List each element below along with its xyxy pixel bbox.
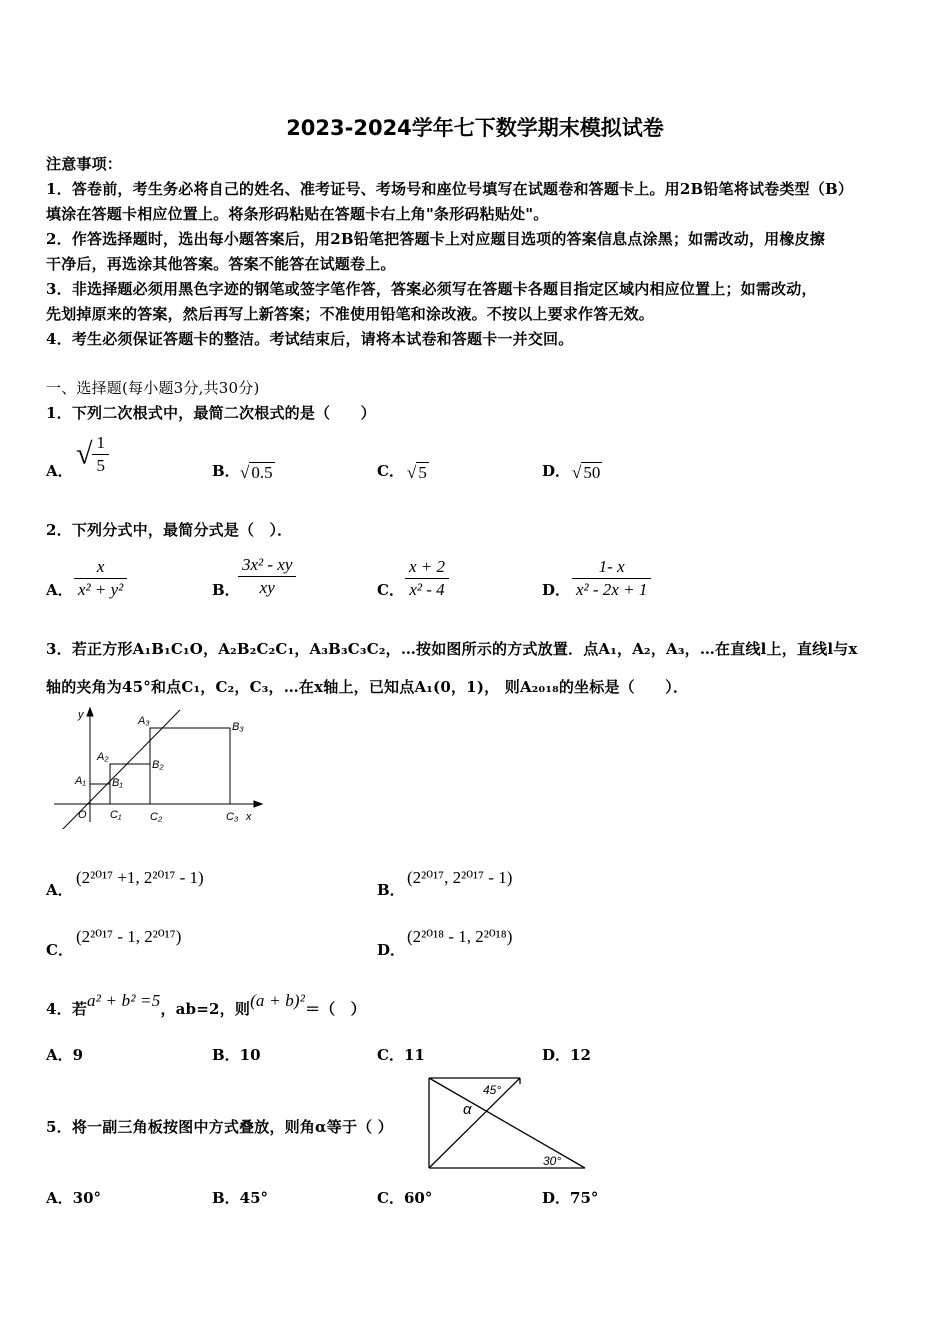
label-B2: B₂ — [152, 759, 164, 771]
page-title: 2023-2024学年七下数学期末模拟试卷 — [286, 116, 664, 140]
q3-option-c-math: (2²⁰¹⁷ - 1, 2²⁰¹⁷) — [76, 927, 182, 946]
label-A1: A₁ — [75, 775, 86, 787]
label-C1: C₁ — [110, 809, 122, 821]
label-O: O — [78, 809, 87, 821]
q3-option-c-label: C． — [46, 941, 73, 959]
q1-option-a-label: A． — [46, 462, 73, 480]
label-y: y — [78, 709, 84, 721]
q2-option-d-math: $\frac{1- x}{\text{x² - 2x + 1}}$ — [572, 556, 651, 601]
label-C3: C₃ — [226, 811, 239, 823]
q3-option-d-math: (2²⁰¹⁸ - 1, 2²⁰¹⁸) — [407, 927, 513, 946]
y-axis-arrow — [87, 708, 93, 716]
q4-option-b: B．10 — [212, 1046, 261, 1064]
x-axis-arrow — [254, 801, 262, 807]
q2-option-c-label: C． — [377, 581, 404, 599]
notice-line: 干净后，再选涂其他答案。答案不能答在试题卷上。 — [46, 255, 396, 273]
q1-option-b-label: B． — [212, 462, 240, 480]
q5-option-d: D．75° — [542, 1189, 599, 1207]
q5-option-c: C．60° — [377, 1189, 433, 1207]
notice-line: 先划掉原来的答案，然后再写上新答案；不准使用铅笔和涂改液。不按以上要求作答无效。 — [46, 305, 655, 323]
q3-option-b-math: (2²⁰¹⁷, 2²⁰¹⁷ - 1) — [407, 868, 513, 887]
q4-option-c: C．11 — [377, 1046, 425, 1064]
q2-option-a-label: A． — [46, 581, 73, 599]
q1-option-d-math: √ 50 — [572, 463, 601, 482]
notice-line: 1．答卷前，考生务必将自己的姓名、准考证号、考场号和座位号填写在试题卷和答题卡上。用2B铅笔将试卷类型（B） — [46, 180, 854, 198]
q1-stem: 1．下列二次根式中，最简二次根式的是（ ） — [46, 404, 376, 422]
notice-line: 3．非选择题必须用黑色字迹的钢笔或签字笔作答，答案必须写在答题卡各题目指定区域内相应位置上；如需改动， — [46, 280, 817, 298]
q1-option-d-label: D． — [542, 462, 571, 480]
label-B3: B₃ — [232, 721, 244, 733]
label-B1: B₁ — [112, 777, 123, 789]
q3-stem-line1: 3．若正方形A₁B₁C₁O，A₂B₂C₂C₁，A₃B₃C₃C₂，…按如图所示的方式放置．点A₁，A₂，A₃，…在直线l上，直线l与x — [46, 640, 858, 658]
q2-stem: 2．下列分式中，最简分式是（ ）． — [46, 521, 293, 539]
notice-heading: 注意事项： — [46, 155, 123, 173]
square-1 — [90, 784, 110, 804]
q1-option-c-math: √ 5 — [407, 463, 427, 482]
alpha-label: α — [463, 1101, 472, 1118]
q3-option-a-math: (2²⁰¹⁷ +1, 2²⁰¹⁷ - 1) — [76, 868, 204, 887]
q4-option-a: A．9 — [46, 1046, 84, 1064]
q5-option-a: A．30° — [46, 1189, 102, 1207]
label-A2: A₂ — [97, 751, 109, 763]
q3-option-a-label: A． — [46, 881, 73, 899]
label-A3: A₃ — [138, 715, 150, 727]
q4-stem: 4．若a² + b² =5，ab=2，则(a + b)²＝（ ） — [46, 991, 366, 1018]
q3-figure — [50, 704, 270, 829]
q5-stem: 5．将一副三角板按图中方式叠放，则角α等于（ ） — [46, 1118, 394, 1136]
q4-option-d: D．12 — [542, 1046, 591, 1064]
section-heading: 一、选择题(每小题3分,共30分) — [46, 379, 260, 397]
q5-option-b: B．45° — [212, 1189, 269, 1207]
q3-option-b-label: B． — [377, 881, 405, 899]
q1-option-b-math: √ 0.5 — [240, 463, 273, 482]
q3-stem-line2: 轴的夹角为45°和点C₁，C₂，C₃，…在x轴上，已知点A₁(0，1)， 则A₂₀₁₈的坐标是（ ）． — [46, 678, 689, 696]
q2-option-c-math: $\frac{x + 2}{\text{x² - 4}}$ — [405, 556, 449, 601]
angle-30-label: 30° — [543, 1154, 562, 1168]
notice-line: 2．作答选择题时，选出每小题答案后，用2B铅笔把答题卡上对应题目选项的答案信息点涂黑；如需改动，用橡皮擦 — [46, 230, 825, 248]
q2-option-b-math: $\frac{\text{3x² - xy}}{xy}$ — [238, 554, 296, 599]
q1-option-a-math: √ $\frac{1}{5}$ — [76, 432, 109, 477]
q2-option-a-math: $\frac{x}{\text{x² + y²}}$ — [74, 556, 127, 601]
q2-option-d-label: D． — [542, 581, 571, 599]
label-C2: C₂ — [150, 811, 163, 823]
q5-figure — [425, 1074, 590, 1172]
label-x: x — [246, 811, 252, 823]
angle-45-label: 45° — [483, 1083, 502, 1097]
q3-option-d-label: D． — [377, 941, 406, 959]
q1-option-c-label: C． — [377, 462, 404, 480]
q2-option-b-label: B． — [212, 581, 240, 599]
notice-line: 4．考生必须保证答题卡的整洁。考试结束后，请将本试卷和答题卡一并交回。 — [46, 330, 574, 348]
notice-line: 填涂在答题卡相应位置上。将条形码粘贴在答题卡右上角"条形码粘贴处"。 — [46, 205, 549, 223]
